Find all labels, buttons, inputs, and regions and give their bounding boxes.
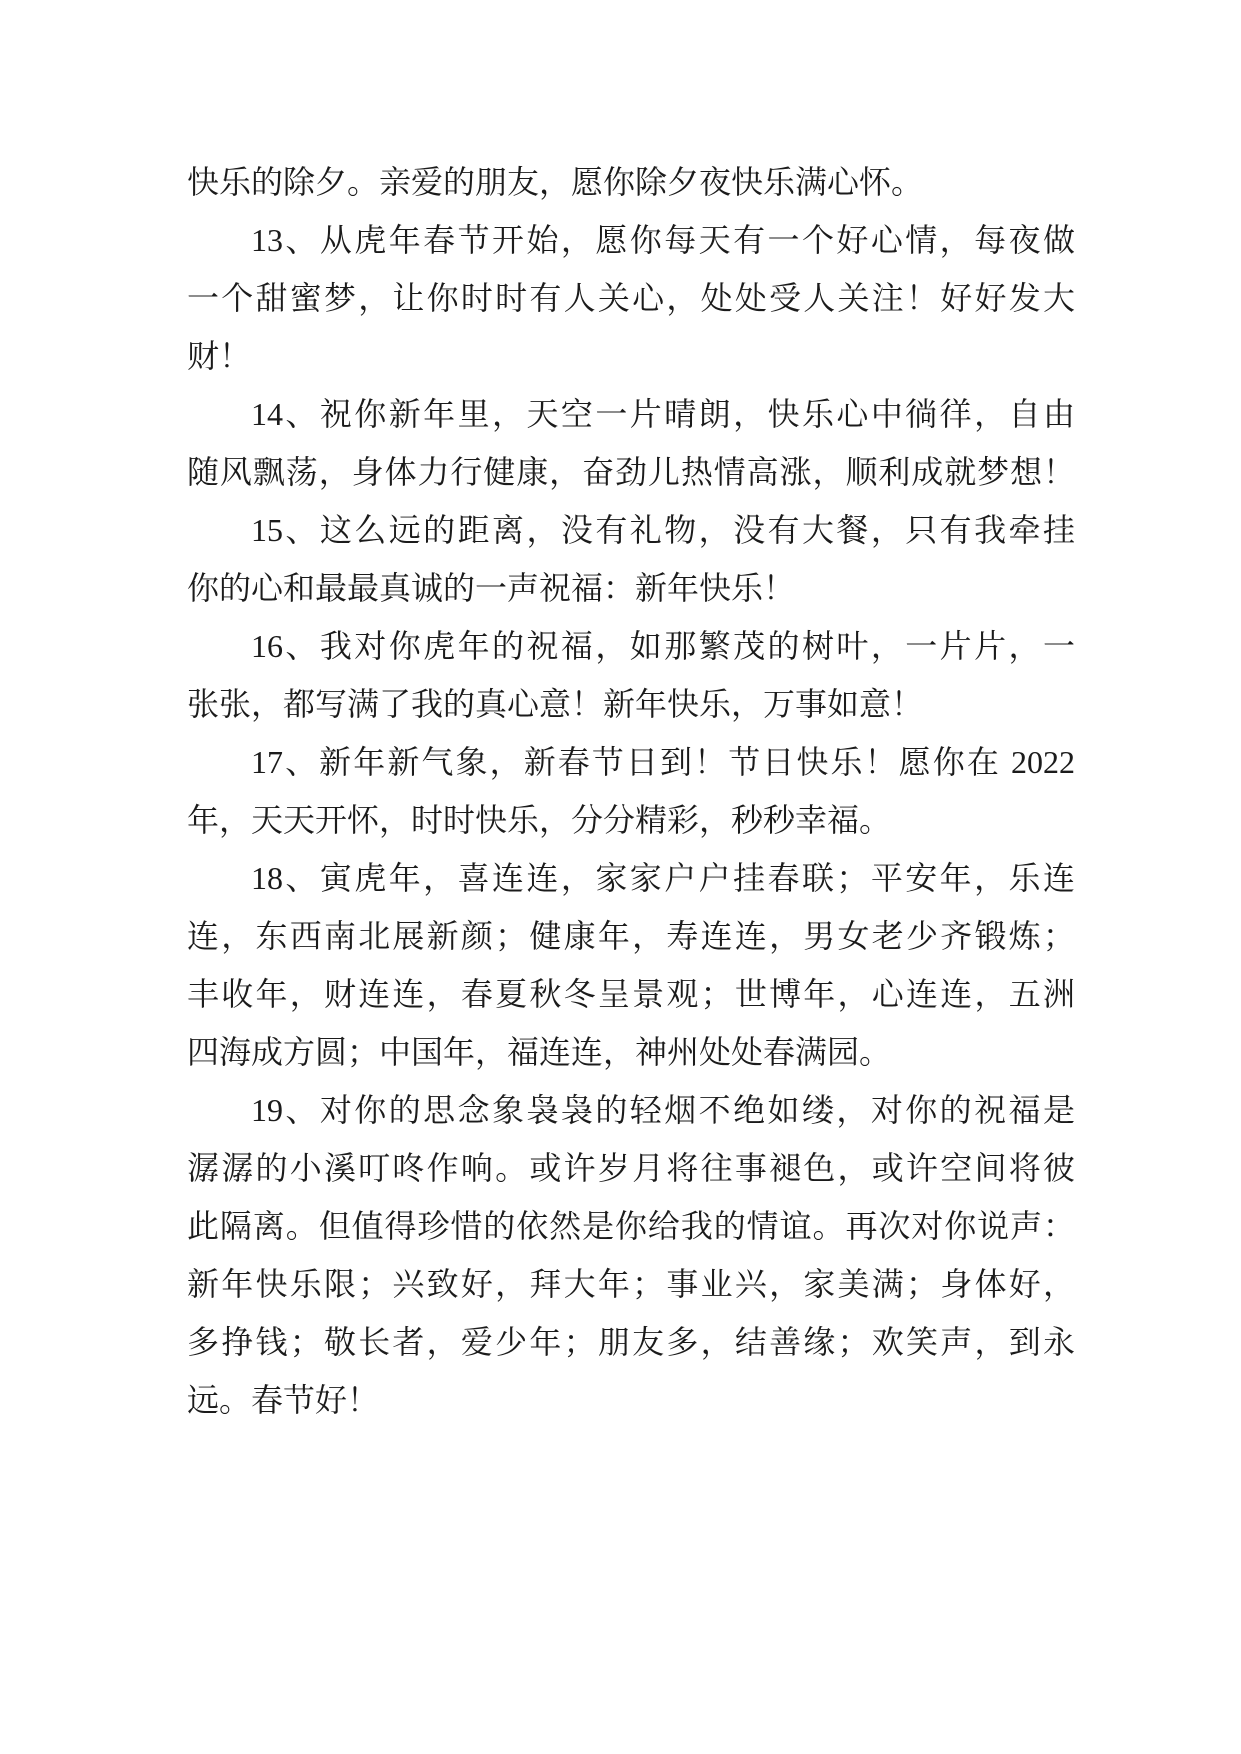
text-line: 你的心和最最真诚的一声祝福：新年快乐！ xyxy=(187,570,796,606)
text-line: 张张，都写满了我的真心意！新年快乐，万事如意！ xyxy=(187,686,924,722)
text-block xyxy=(187,153,1075,1429)
text-line: 远。春节好！ xyxy=(187,1382,380,1418)
text-line: 17、新年新气象，新春节日到！节日快乐！愿你在 2022 xyxy=(251,744,1075,780)
text-line: 此隔离。但值得珍惜的依然是你给我的情谊。再次对你说声： xyxy=(187,1208,1075,1244)
paragraph xyxy=(187,211,1075,385)
text-line: 16、我对你虎年的祝福，如那繁茂的树叶，一片片，一 xyxy=(251,628,1075,664)
paragraph xyxy=(187,501,1075,617)
paragraph xyxy=(187,849,1075,1081)
text-line: 14、祝你新年里，天空一片晴朗，快乐心中徜徉，自由 xyxy=(251,396,1075,432)
text-line: 年，天天开怀，时时快乐，分分精彩，秒秒幸福。 xyxy=(187,802,892,838)
paragraph xyxy=(187,733,1075,849)
paragraph xyxy=(187,385,1075,501)
text-line: 19、对你的思念象袅袅的轻烟不绝如缕，对你的祝福是 xyxy=(251,1092,1075,1128)
text-line: 连，东西南北展新颜；健康年，寿连连，男女老少齐锻炼； xyxy=(187,918,1075,954)
text-line: 新年快乐限；兴致好，拜大年；事业兴，家美满；身体好， xyxy=(187,1266,1075,1302)
text-line: 丰收年，财连连，春夏秋冬呈景观；世博年，心连连，五洲 xyxy=(187,976,1075,1012)
paragraph xyxy=(187,617,1075,733)
paragraph xyxy=(187,1081,1075,1429)
text-line: 随风飘荡，身体力行健康，奋劲儿热情高涨，顺利成就梦想！ xyxy=(187,454,1075,490)
text-line: 13、从虎年春节开始，愿你每天有一个好心情，每夜做 xyxy=(251,222,1075,258)
text-line: 潺潺的小溪叮咚作响。或许岁月将往事褪色，或许空间将彼 xyxy=(187,1150,1075,1186)
text-line: 18、寅虎年，喜连连，家家户户挂春联；平安年，乐连 xyxy=(251,860,1075,896)
text-line: 四海成方圆；中国年，福连连，神州处处春满园。 xyxy=(187,1034,892,1070)
text-line: 快乐的除夕。亲爱的朋友，愿你除夕夜快乐满心怀。 xyxy=(187,164,924,200)
text-line: 15、这么远的距离，没有礼物，没有大餐，只有我牵挂 xyxy=(251,512,1075,548)
text-line: 多挣钱；敬长者，爱少年；朋友多，结善缘；欢笑声，到永 xyxy=(187,1324,1075,1360)
text-line: 一个甜蜜梦，让你时时有人关心，处处受人关注！好好发大 xyxy=(187,280,1075,316)
paragraph xyxy=(187,153,1075,211)
text-line: 财！ xyxy=(187,338,252,374)
